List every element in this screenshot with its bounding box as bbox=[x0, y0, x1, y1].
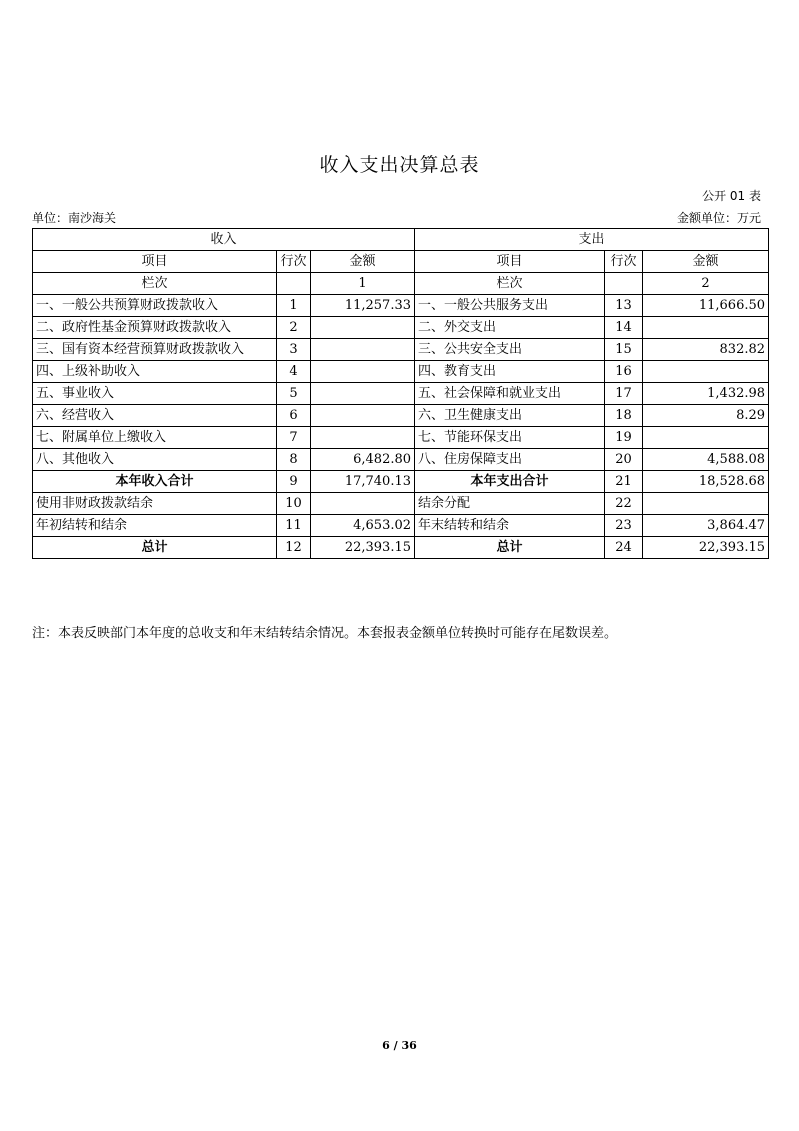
income-row-no: 12 bbox=[277, 537, 311, 559]
table-row bbox=[33, 427, 769, 449]
budget-summary-table bbox=[32, 228, 769, 559]
expense-item: 六、卫生健康支出 bbox=[415, 405, 605, 427]
document-title: 收入支出决算总表 bbox=[319, 154, 480, 176]
income-row-no: 8 bbox=[277, 449, 311, 471]
income-amount-header: 金额 bbox=[311, 251, 415, 273]
reporting-unit: 单位：南沙海关 bbox=[32, 211, 117, 225]
income-amount: 11,257.33 bbox=[311, 295, 415, 317]
expense-item: 五、社会保障和就业支出 bbox=[415, 383, 605, 405]
expense-amount bbox=[643, 317, 769, 339]
income-item: 七、附属单位上缴收入 bbox=[33, 427, 277, 449]
expense-row-no: 17 bbox=[605, 383, 643, 405]
income-lanci-empty bbox=[277, 273, 311, 295]
expense-lanci-empty bbox=[605, 273, 643, 295]
income-row-no: 2 bbox=[277, 317, 311, 339]
expense-row-no: 16 bbox=[605, 361, 643, 383]
expense-amount: 11,666.50 bbox=[643, 295, 769, 317]
table-row bbox=[33, 449, 769, 471]
income-row-no: 11 bbox=[277, 515, 311, 537]
table-row bbox=[33, 493, 769, 515]
expense-row-no: 24 bbox=[605, 537, 643, 559]
income-row-no: 1 bbox=[277, 295, 311, 317]
expense-amount: 4,588.08 bbox=[643, 449, 769, 471]
expense-row-no: 20 bbox=[605, 449, 643, 471]
expense-section-header: 支出 bbox=[415, 229, 769, 251]
income-item: 年初结转和结余 bbox=[33, 515, 277, 537]
expense-amount: 1,432.98 bbox=[643, 383, 769, 405]
expense-amount bbox=[643, 361, 769, 383]
expense-lanci-number: 2 bbox=[643, 273, 769, 295]
income-item: 五、事业收入 bbox=[33, 383, 277, 405]
table-row bbox=[33, 317, 769, 339]
income-lanci-number: 1 bbox=[311, 273, 415, 295]
expense-amount: 8.29 bbox=[643, 405, 769, 427]
income-item: 二、政府性基金预算财政拨款收入 bbox=[33, 317, 277, 339]
expense-item: 一、一般公共服务支出 bbox=[415, 295, 605, 317]
section-header-row bbox=[33, 229, 769, 251]
data-rows bbox=[33, 295, 769, 559]
table-row bbox=[33, 361, 769, 383]
income-row-no: 4 bbox=[277, 361, 311, 383]
income-item: 总计 bbox=[33, 537, 277, 559]
income-row-no: 9 bbox=[277, 471, 311, 493]
expense-amount: 832.82 bbox=[643, 339, 769, 361]
expense-amount: 3,864.47 bbox=[643, 515, 769, 537]
expense-amount bbox=[643, 427, 769, 449]
income-section-header: 收入 bbox=[33, 229, 415, 251]
expense-row-no: 22 bbox=[605, 493, 643, 515]
expense-amount: 18,528.68 bbox=[643, 471, 769, 493]
expense-item: 三、公共安全支出 bbox=[415, 339, 605, 361]
expense-amount: 22,393.15 bbox=[643, 537, 769, 559]
income-row-no: 7 bbox=[277, 427, 311, 449]
expense-item: 二、外交支出 bbox=[415, 317, 605, 339]
income-item: 四、上级补助收入 bbox=[33, 361, 277, 383]
income-amount: 17,740.13 bbox=[311, 471, 415, 493]
income-amount bbox=[311, 383, 415, 405]
income-row-no: 3 bbox=[277, 339, 311, 361]
column-header-row bbox=[33, 251, 769, 273]
income-row-no-header: 行次 bbox=[277, 251, 311, 273]
expense-row-no: 21 bbox=[605, 471, 643, 493]
table-row bbox=[33, 405, 769, 427]
income-item: 八、其他收入 bbox=[33, 449, 277, 471]
table-row bbox=[33, 515, 769, 537]
expense-item: 总计 bbox=[415, 537, 605, 559]
table-row bbox=[33, 383, 769, 405]
income-amount bbox=[311, 405, 415, 427]
table-row bbox=[33, 537, 769, 559]
income-amount: 6,482.80 bbox=[311, 449, 415, 471]
income-amount: 4,653.02 bbox=[311, 515, 415, 537]
income-lanci-label: 栏次 bbox=[33, 273, 277, 295]
expense-amount bbox=[643, 493, 769, 515]
expense-item: 结余分配 bbox=[415, 493, 605, 515]
expense-row-no: 19 bbox=[605, 427, 643, 449]
income-item: 六、经营收入 bbox=[33, 405, 277, 427]
income-item: 一、一般公共预算财政拨款收入 bbox=[33, 295, 277, 317]
table-row bbox=[33, 295, 769, 317]
expense-item: 八、住房保障支出 bbox=[415, 449, 605, 471]
expense-row-no: 13 bbox=[605, 295, 643, 317]
income-row-no: 10 bbox=[277, 493, 311, 515]
income-item: 三、国有资本经营预算财政拨款收入 bbox=[33, 339, 277, 361]
expense-item: 年末结转和结余 bbox=[415, 515, 605, 537]
income-item-header: 项目 bbox=[33, 251, 277, 273]
income-item: 使用非财政拨款结余 bbox=[33, 493, 277, 515]
income-amount bbox=[311, 361, 415, 383]
expense-item: 本年支出合计 bbox=[415, 471, 605, 493]
lanci-row bbox=[33, 273, 769, 295]
expense-row-no: 18 bbox=[605, 405, 643, 427]
income-amount bbox=[311, 493, 415, 515]
footnote: 注：本表反映部门本年度的总收支和年末结转结余情况。本套报表金额单位转换时可能存在尾数误差。 bbox=[32, 626, 618, 641]
expense-lanci-label: 栏次 bbox=[415, 273, 605, 295]
expense-row-no-header: 行次 bbox=[605, 251, 643, 273]
form-number: 公开 01 表 bbox=[702, 189, 761, 203]
expense-row-no: 23 bbox=[605, 515, 643, 537]
page-number: 6 / 36 bbox=[382, 1039, 417, 1052]
income-row-no: 5 bbox=[277, 383, 311, 405]
expense-row-no: 15 bbox=[605, 339, 643, 361]
expense-amount-header: 金额 bbox=[643, 251, 769, 273]
table-row bbox=[33, 339, 769, 361]
income-amount bbox=[311, 317, 415, 339]
income-amount bbox=[311, 427, 415, 449]
expense-item: 四、教育支出 bbox=[415, 361, 605, 383]
income-amount: 22,393.15 bbox=[311, 537, 415, 559]
income-row-no: 6 bbox=[277, 405, 311, 427]
income-amount bbox=[311, 339, 415, 361]
expense-item-header: 项目 bbox=[415, 251, 605, 273]
income-item: 本年收入合计 bbox=[33, 471, 277, 493]
currency-unit: 金额单位：万元 bbox=[676, 211, 761, 225]
expense-row-no: 14 bbox=[605, 317, 643, 339]
table-row bbox=[33, 471, 769, 493]
expense-item: 七、节能环保支出 bbox=[415, 427, 605, 449]
